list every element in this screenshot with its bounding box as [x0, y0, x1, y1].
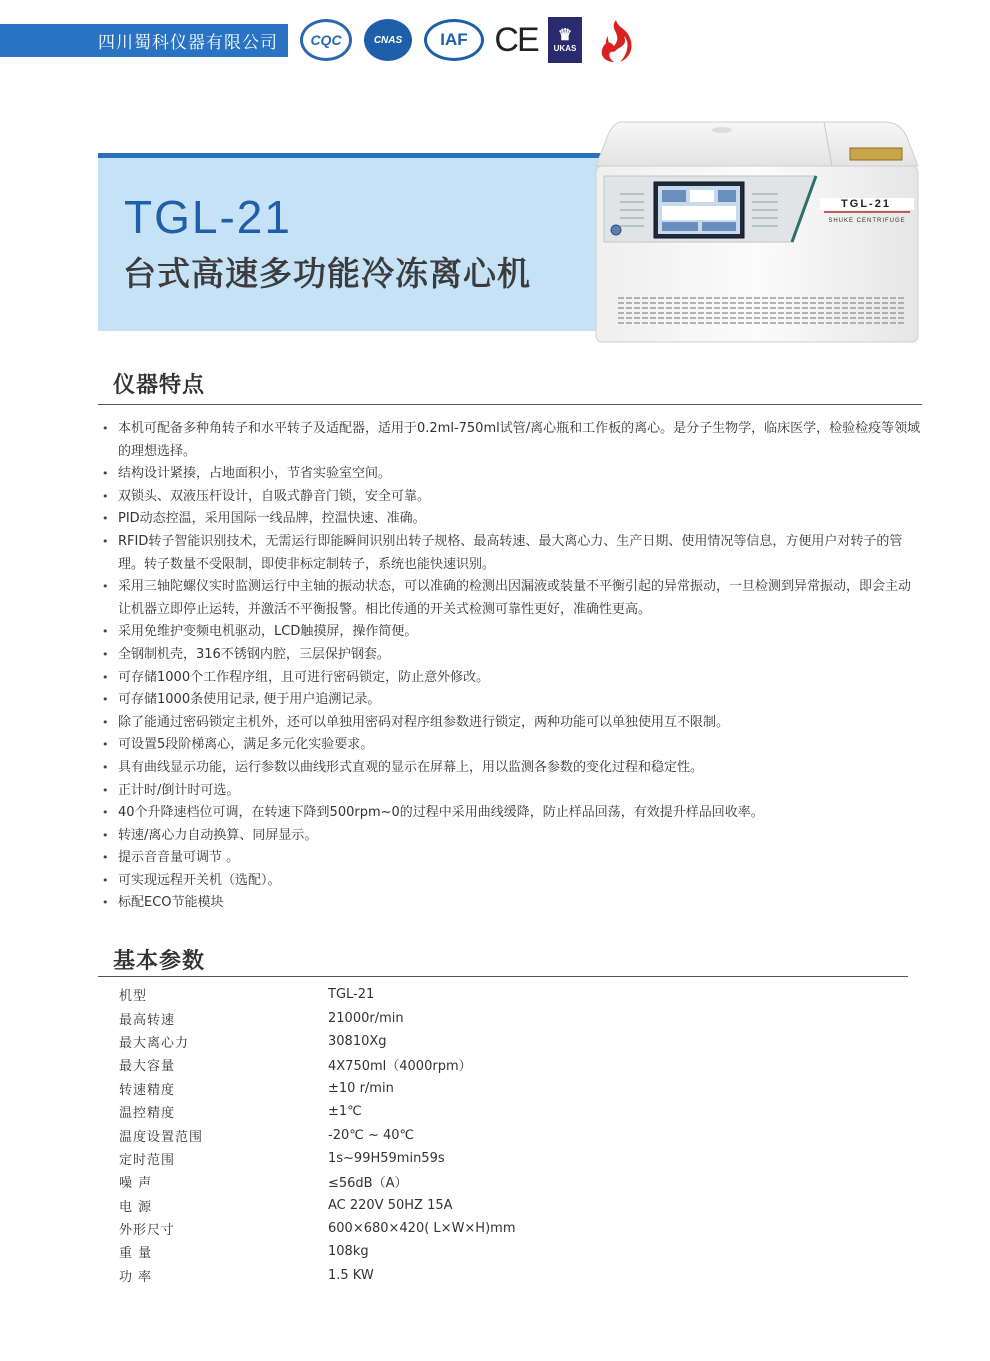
table-row — [119, 983, 719, 1006]
list-item: • 本机可配备多种角转子和水平转子及适配器，适用于0.2ml-750ml试管/离心瓶和工作板的离心。是分子生物学，临床医学，检验检疫等领域的理想选择。 — [102, 418, 922, 463]
table-row — [119, 1147, 719, 1170]
table-row — [119, 1170, 719, 1193]
table-row — [119, 1100, 719, 1123]
spec-label: 定时范围 — [119, 1152, 176, 1168]
list-item: • 40个升降速档位可调，在转速下降到500rpm~0的过程中采用曲线缓降，防止样品回荡，有效提升样品回收率。 — [102, 802, 922, 825]
spec-value: 108kg — [328, 1244, 369, 1260]
spec-label: 最高转速 — [119, 1012, 176, 1028]
list-item: • 结构设计紧揍，占地面积小，节省实验室空间。 — [102, 463, 922, 486]
table-row — [119, 1030, 719, 1053]
specs-title: 基本参数 — [113, 949, 206, 974]
company-name-bar — [0, 24, 288, 57]
spec-label: 机型 — [119, 989, 148, 1005]
machine-model-plate: TGL-21 — [841, 198, 891, 210]
list-item: • RFID转子智能识别技术，无需运行即能瞬间识别出转子规格、最高转速、最大离心力、生产日期、使用情况等信息，方便用户对转子的管理。转子数量不受限制，即使非标定制转子，系统也能快速识别。 — [102, 531, 922, 576]
table-row — [119, 1194, 719, 1217]
list-item: • 采用三轴陀螺仪实时监测运行中主轴的振动状态，可以准确的检测出因漏液或装量不平衡引起的异常振动，一旦检测到异常振动，即会主动让机器立即停止运转，并激活不平衡报警。相比传通的开关式检测可靠性更好，准确性更高。 — [102, 576, 922, 621]
list-item: • 可设置5段阶梯离心，满足多元化实验要求。 — [102, 734, 922, 757]
title-banner — [98, 158, 611, 331]
list-item: • 提示音音量可调节 。 — [102, 847, 922, 870]
spec-label: 最大离心力 — [119, 1035, 190, 1051]
spec-value: TGL-21 — [328, 987, 375, 1003]
cqc-logo-icon: CQC — [300, 19, 352, 61]
centrifuge-image — [592, 116, 922, 344]
spec-value: AC 220V 50HZ 15A — [328, 1197, 453, 1213]
spec-value: -20℃ ~ 40℃ — [328, 1127, 415, 1143]
list-item: • 具有曲线显示功能，运行参数以曲线形式直观的显示在屏幕上，用以监测各参数的变化过程和稳定性。 — [102, 757, 922, 780]
spec-label: 最大容量 — [119, 1059, 176, 1075]
spec-label: 温度设置范围 — [119, 1129, 204, 1145]
list-item: • 可存储1000条使用记录, 便于用户追溯记录。 — [102, 689, 922, 712]
table-row — [119, 1264, 719, 1287]
spec-label: 外形尺寸 — [119, 1223, 176, 1239]
iaf-logo-icon: IAF — [424, 19, 484, 61]
spec-label: 噪 声 — [119, 1176, 153, 1192]
features-title: 仪器特点 — [113, 373, 206, 398]
cnas-logo-icon: CNAS — [364, 19, 412, 61]
spec-value: 1.5 KW — [328, 1267, 374, 1283]
company-name: 四川蜀科仪器有限公司 — [98, 33, 278, 53]
list-item: • 可存储1000个工作程序组，且可进行密码锁定，防止意外修改。 — [102, 667, 922, 690]
list-item: • PID动态控温，采用国际一线品牌，控温快速、准确。 — [102, 508, 922, 531]
table-row — [119, 1123, 719, 1146]
product-title: 台式高速多功能冷冻离心机 — [123, 254, 531, 293]
certification-logos — [300, 16, 634, 64]
table-row — [119, 1217, 719, 1240]
spec-value: 600×680×420( L×W×H)mm — [328, 1221, 516, 1237]
list-item: • 采用免维护变频电机驱动，LCD触摸屏，操作简便。 — [102, 621, 922, 644]
spec-label: 重 量 — [119, 1246, 153, 1262]
list-item: • 除了能通过密码锁定主机外，还可以单独用密码对程序组参数进行锁定，两种功能可以单独使用互不限制。 — [102, 712, 922, 735]
list-item: • 全钢制机壳，316不锈钢内腔，三层保护钢套。 — [102, 644, 922, 667]
spec-label: 温控精度 — [119, 1106, 176, 1122]
list-item: • 标配ECO节能模块 — [102, 892, 922, 915]
features-divider — [98, 404, 922, 405]
spec-label: 功 率 — [119, 1269, 153, 1285]
specs-table — [119, 983, 719, 1287]
spec-value: 1s~99H59min59s — [328, 1150, 445, 1166]
table-row — [119, 1240, 719, 1263]
spec-value: 30810Xg — [328, 1033, 387, 1049]
model-title: TGL-21 — [124, 191, 292, 243]
flame-logo-icon — [594, 16, 634, 64]
table-row — [119, 1053, 719, 1076]
spec-value: ±10 r/min — [328, 1080, 394, 1096]
table-row — [119, 1077, 719, 1100]
list-item: • 可实现远程开关机（选配）。 — [102, 870, 922, 893]
spec-label: 转速精度 — [119, 1082, 176, 1098]
ukas-logo-icon: ♛ UKAS — [548, 17, 582, 63]
spec-value: 21000r/min — [328, 1010, 404, 1026]
list-item: • 正计时/倒计时可选。 — [102, 780, 922, 803]
spec-label: 电 源 — [119, 1199, 153, 1215]
machine-brand-plate: SHUKE CENTRIFUGE — [828, 218, 906, 224]
specs-divider — [98, 976, 908, 977]
table-row — [119, 1006, 719, 1029]
spec-value: 4X750ml（4000rpm） — [328, 1059, 472, 1075]
features-list — [102, 418, 922, 915]
ce-mark-icon: CE — [494, 20, 538, 59]
list-item: • 转速/离心力自动换算、同屏显示。 — [102, 825, 922, 848]
list-item: • 双锁头、双液压杆设计，自吸式静音门锁，安全可靠。 — [102, 486, 922, 509]
spec-value: ±1℃ — [328, 1104, 362, 1120]
spec-value: ≤56dB（A） — [328, 1176, 408, 1192]
